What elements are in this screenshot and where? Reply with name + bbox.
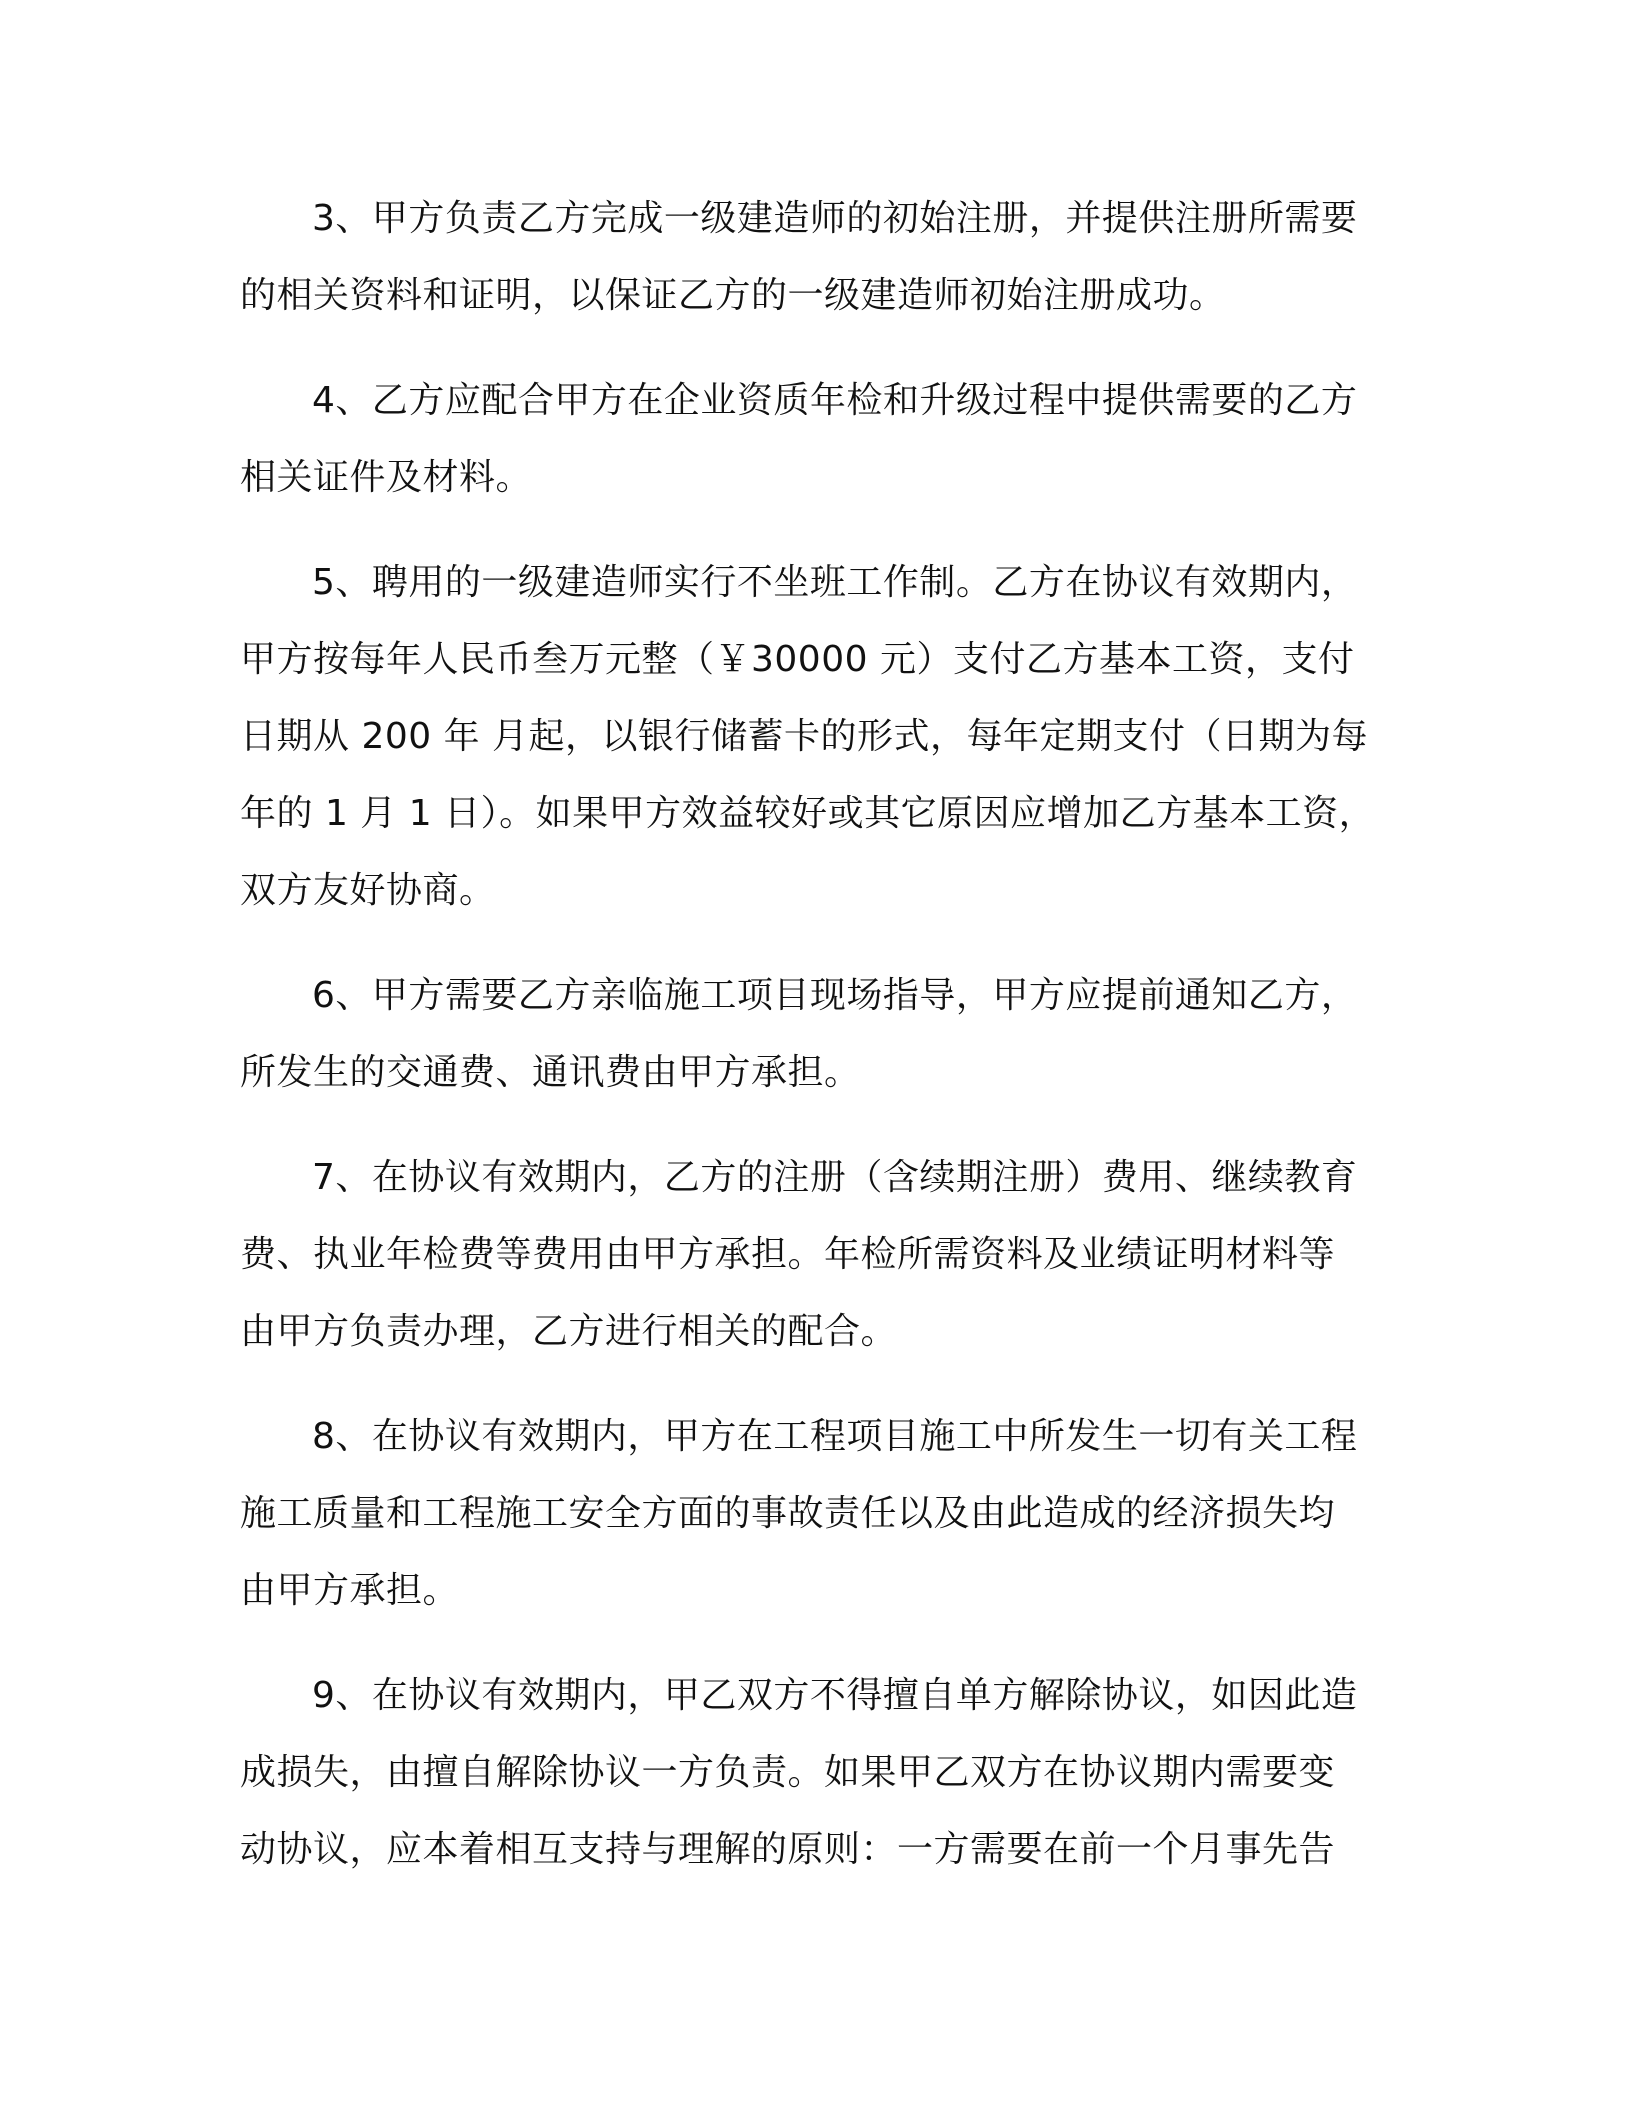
clause-5-line-5: 双方友好协商。: [240, 870, 496, 911]
clause-3-line-1: 3、甲方负责乙方完成一级建造师的初始注册，并提供注册所需要: [312, 198, 1358, 239]
clause-5-line-2: 甲方按每年人民币叁万元整（￥30000 元）支付乙方基本工资，支付: [240, 639, 1355, 680]
clause-9: [240, 1657, 1380, 1888]
clause-8-line-2: 施工质量和工程施工安全方面的事故责任以及由此造成的经济损失均: [240, 1493, 1336, 1534]
clause-7: [240, 1139, 1380, 1370]
clause-8-line-1: 8、在协议有效期内，甲方在工程项目施工中所发生一切有关工程: [312, 1416, 1358, 1457]
clause-5-line-4: 年的 1 月 1 日）。如果甲方效益较好或其它原因应增加乙方基本工资，: [240, 793, 1376, 834]
document-body: [240, 180, 1380, 1916]
clause-5-line-1: 5、聘用的一级建造师实行不坐班工作制。乙方在协议有效期内，: [312, 562, 1358, 603]
clause-9-line-1: 9、在协议有效期内，甲乙双方不得擅自单方解除协议，如因此造: [312, 1675, 1358, 1716]
clause-8: [240, 1398, 1380, 1629]
clause-7-line-2: 费、执业年检费等费用由甲方承担。年检所需资料及业绩证明材料等: [240, 1234, 1336, 1275]
clause-6: [240, 957, 1380, 1111]
clause-4: [240, 362, 1380, 516]
clause-8-line-3: 由甲方承担。: [240, 1570, 460, 1611]
clause-4-line-1: 4、乙方应配合甲方在企业资质年检和升级过程中提供需要的乙方: [312, 380, 1358, 421]
clause-3-line-2: 的相关资料和证明，以保证乙方的一级建造师初始注册成功。: [240, 275, 1226, 316]
clause-5: [240, 544, 1380, 929]
clause-9-line-3: 动协议，应本着相互支持与理解的原则：一方需要在前一个月事先告: [240, 1829, 1336, 1870]
clause-7-line-3: 由甲方负责办理，乙方进行相关的配合。: [240, 1311, 898, 1352]
clause-5-line-3: 日期从 200 年 月起，以银行储蓄卡的形式，每年定期支付（日期为每: [240, 716, 1369, 757]
clause-6-line-2: 所发生的交通费、通讯费由甲方承担。: [240, 1052, 861, 1093]
clause-3: [240, 180, 1380, 334]
clause-4-line-2: 相关证件及材料。: [240, 457, 533, 498]
clause-9-line-2: 成损失，由擅自解除协议一方负责。如果甲乙双方在协议期内需要变: [240, 1752, 1336, 1793]
clause-6-line-1: 6、甲方需要乙方亲临施工项目现场指导，甲方应提前通知乙方，: [312, 975, 1358, 1016]
clause-7-line-1: 7、在协议有效期内，乙方的注册（含续期注册）费用、继续教育: [312, 1157, 1358, 1198]
